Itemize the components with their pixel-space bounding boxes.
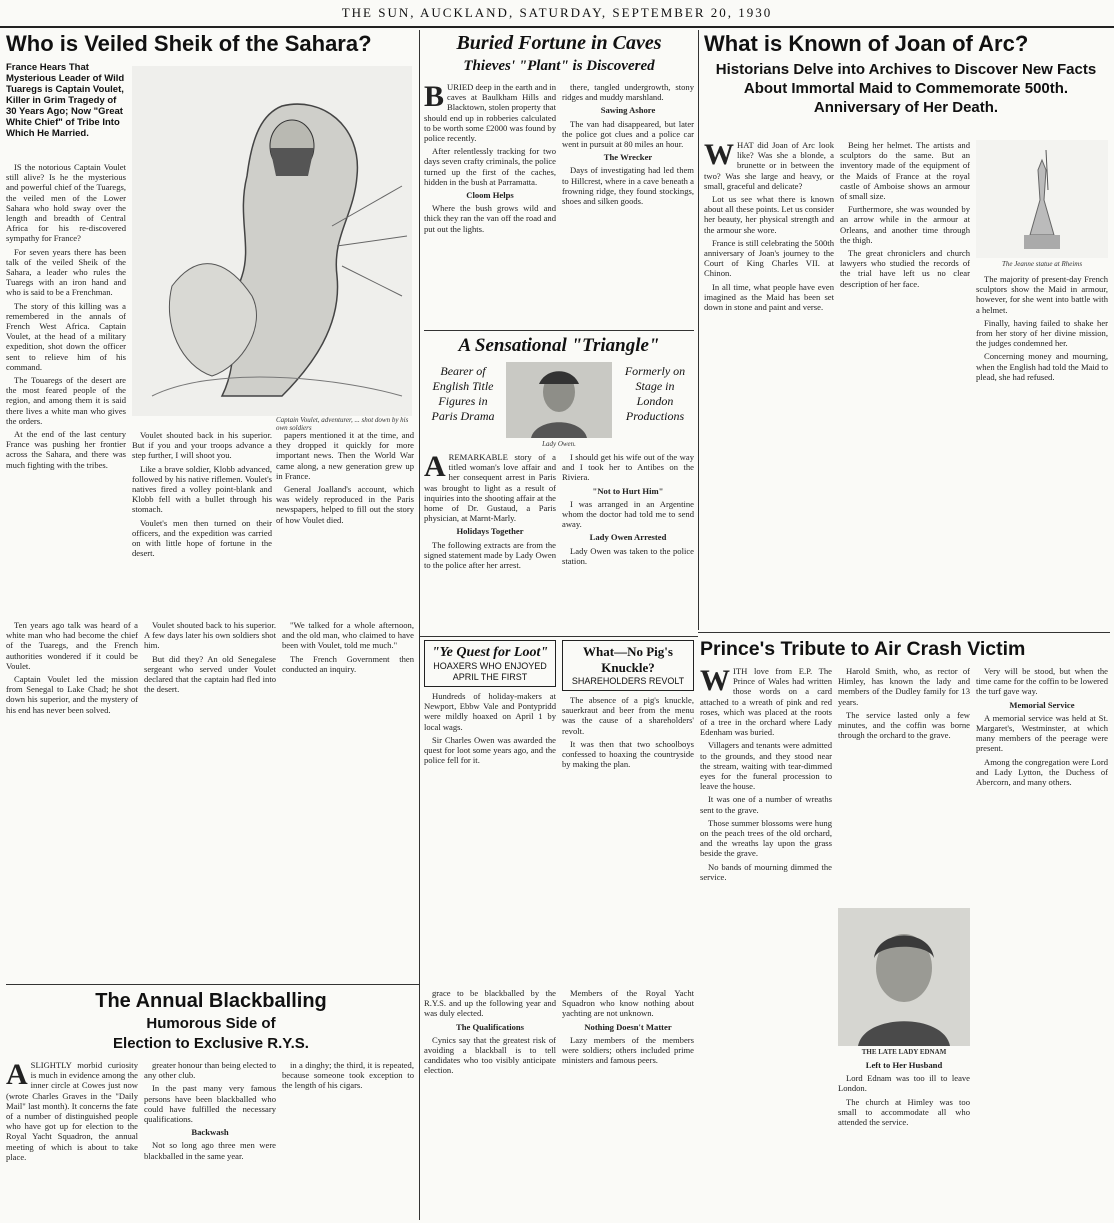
caves-lead: URIED deep in the earth and in caves at Baulkham Hills and Blacktown, stolen property that should end up in robberies calculated to be worth some £2000 was found by police recently. <box>424 82 556 144</box>
prince-headline: Prince's Tribute to Air Crash Victim <box>700 638 1026 660</box>
sheik-col-lower-c: "We talked for a whole afternoon, and the old man, who claimed to have been with Voulet, told me much." The French Government then conducted an inquiry. <box>282 620 414 674</box>
triangle-lead: REMARKABLE story of a titled woman's love affair and her consequent arrest in Paris was brought to light as a result of inquiries into the shooting affair at the home of Dr. Gustaud, a Paris physician, at Marnt-Marly. <box>424 452 556 524</box>
caves-body-right: there, tangled undergrowth, stony ridges and muddy marshland. Sawing Ashore The van had disappeared, but later the police got clues and a police car went in pursuit at 80 miles an hour. The Wrecker Days of investigating had led them to Hillcrest, where in a cave beneath a frowning ridge, they found stockings, shoes and silken goods. <box>562 82 694 207</box>
joan-headline: What is Known of Joan of Arc? <box>704 31 1029 56</box>
blackball-sub3: Nothing Doesn't Matter <box>584 1021 672 1032</box>
caves-dropcap: B <box>424 82 445 113</box>
joan-caption: The Jeanne statue at Rheims <box>1001 260 1083 268</box>
blackball-deck-2: Election to Exclusive R.Y.S. <box>113 1035 309 1052</box>
lady-ednam-portrait <box>838 908 970 1046</box>
caves-headline: Buried Fortune in Caves <box>456 32 662 54</box>
sheik-col3: papers mentioned it at the time, and they dropped it quickly for more important news. Then the World War came along, a new generation grew up in France. General Joalland's account, which was widely reproduced in the Paris newspapers, helped to fill out the story of how Voulet died. <box>276 430 414 525</box>
pig-body: The absence of a pig's knuckle, sauerkraut and beer from the menu was the cause of a shareholders' revolt. It was then that two schoolboys confessed to hoaxing the countryside by making the plan. <box>562 695 694 770</box>
sheik-caption: Captain Voulet, adventurer, ... shot down by his own soldiers <box>276 416 409 432</box>
column-rule-right <box>698 30 699 630</box>
pig-headline: What—No Pig's Knuckle? <box>583 644 673 675</box>
prince-body-mid-2: Left to Her Husband Lord Ednam was too ill to leave London. The church at Himley was too small to accommodate all who attended the service. <box>838 1060 970 1128</box>
lady-ednam-photo <box>838 908 970 1046</box>
sheik-lead: IS the notorious Captain Voulet still alive? Is he the mysterious and powerful chief of the Tuaregs, the veiled men of the Lower Sahara who hold sway over the length and breadth of Central Africa for his re-discovered sympathy for France? For seven years there has been talk of the veiled Sheik of the Sahara, a leader who rules the Tuaregs with an iron hand and who is said to be a Frenchman. The story of this killing was a remembered in the annals of French West Africa. Captain Voulet, at the head of a military expedition, shot down the officer sent to relieve him of his command. The Touaregs of the desert are the most feared people of the region, and among them it is said there lives a white man who gives the orders. At the end of the last century France was pushing her frontier across the Sahara, and there was much fighting with the tribes. <box>6 162 126 470</box>
pig-box <box>562 640 694 691</box>
triangle-sub2: "Not to Hurt Him" <box>592 485 664 496</box>
loot-article <box>424 640 556 980</box>
prince-top-rule <box>698 632 1110 633</box>
prince-lead: ITH love from E.P. The Prince of Wales had written those words on a card attached to a wreath of pink and red roses, which was placed at the roots of a tree in the orchard where Lady Edenham was buried. <box>700 666 832 738</box>
prince-sub2: Memorial Service <box>1009 699 1075 710</box>
prince-body-left: WITH love from E.P. The Prince of Wales had written those words on a card attached to a wreath of pink and red roses, which was placed at the roots of a tree in the orchard where Lady Edenham was buried. Villagers and tenants were admitted to the grounds, and they stood near the stream, waiting with tear-dimmed eyes for the funeral procession to leave the house. It was one of a number of wreaths sent to the grave. Those summer blossoms were hung on the peach trees of the old orchard, and the wreaths lay upon the grass beside the grave. No bands of mourning dimmed the service. <box>700 666 832 882</box>
blackball-headline: The Annual Blackballing <box>95 990 327 1012</box>
blackball-sub1: Backwash <box>191 1127 229 1138</box>
joan-body-left: WHAT did Joan of Arc look like? Was she a blonde, a brunette or in between the two? Was she large and heavy, or small, graceful and delicate? Lot us see what there is known about all these points. Let us consider her beauty, her physical strength and the armour she wore. France is still celebrating the 500th anniversary of Joan's journey to the Court of King Charles VII. at Chinon. In all time, what people have even imagined as the Maid has been set down in stone and paint and verse. <box>704 140 834 313</box>
lady-owen-photo <box>506 362 612 438</box>
blackball-lead: SLIGHTLY morbid curiosity is much in evidence among the inner circle at Cowes just now (wrote Charles Graves in the "Daily Mail" last month). It concerns the fate of a number of distinguished people who have got up for election to the Royal Yacht Squadron, the annual meeting of which is about to take place. <box>6 1060 138 1162</box>
joan-lead: HAT did Joan of Arc look like? Was she a blonde, a brunette or in between the two? Was she large and heavy, or small, graceful and delicate? <box>704 140 834 191</box>
pig-article <box>562 640 694 980</box>
lower-top-rule <box>420 636 698 637</box>
prince-article <box>700 636 1110 1220</box>
loot-box <box>424 640 556 687</box>
sheik-drawing <box>132 66 412 416</box>
loot-headline: "Ye Quest for Loot" <box>431 645 549 660</box>
triangle-right-deck: Formerly on Stage in London Productions <box>624 364 686 423</box>
joan-statue-photo <box>976 140 1108 258</box>
joan-article <box>704 30 1108 630</box>
triangle-article <box>424 334 694 634</box>
loot-body: Hundreds of holiday-makers at Newport, Ebbw Vale and Pontypridd were mildly hoaxed on April 1 by local wags. Sir Charles Owen was awarded the quest for loot some years ago, and the police fell for it. <box>424 691 556 766</box>
caves-body-left: BURIED deep in the earth and in caves at Baulkham Hills and Blacktown, stolen property that should end up in robberies calculated to be worth some £2000 was found by police recently. After relentlessly tracking for two days seven crafty criminals, the police turned up the first of the caches, hidden in the bush at Parramatta. Cloom Helps Where the bush grows wild and thick they ran the van off the road and put out the lights. <box>424 82 556 234</box>
caves-rule <box>424 330 694 331</box>
loot-deck: HOAXERS WHO ENJOYED APRIL THE FIRST <box>433 661 547 682</box>
triangle-sub1: Holidays Together <box>456 526 524 537</box>
sheik-col2-text: Voulet shouted back in his superior. But if you and your troops advance a step further, I will shoot you. <box>132 430 272 461</box>
caves-sub3: The Wrecker <box>603 152 653 163</box>
caves-article <box>424 30 694 330</box>
joan-body-mid: Being her helmet. The artists and sculptors do the same. But an inventory made of the equipment of the Maids of France at the royal castle of Amboise shows an armour of small size. Furthermore, she was wounded by an arrow while in the armour at Orleans, and another time through the thigh. The great chroniclers and church lawyers who studied the records of the trial have left us no clear description of her face. <box>840 140 970 289</box>
triangle-headline: A Sensational "Triangle" <box>458 335 660 356</box>
triangle-body-left: AREMARKABLE story of a titled woman's love affair and her consequent arrest in Paris was brought to light as a result of inquiries into the shooting affair at the home of Dr. Gustaud, a Paris physician, at Marnt-Marly. Holidays Together The following extracts are from the signed statement made by Lady Owen to the police after her arrest. <box>424 452 556 571</box>
lady-owen-portrait <box>506 362 612 438</box>
prince-body-right: Very will be stood, but when the time came for the coffin to be lowered the turf gave way. Memorial Service A memorial service was held at St. Margaret's, Westminster, at which many members of the peerage were present. Among the congregation were Lord and Lady Lytton, the Duchess of Abercorn, and many others. <box>976 666 1108 788</box>
triangle-left-deck: Bearer of English Title Figures in Paris Drama <box>431 364 495 423</box>
blackball-top-rule <box>6 984 420 985</box>
blackball-body-2: greater honour than being elected to any other club. In the past many very famous persons have been blackballed who could have fulfilled the necessary qualifications. Backwash Not so long ago three men were blackballed in the same year. <box>144 1060 276 1161</box>
sheik-illustration <box>132 66 412 416</box>
prince-body-mid: Harold Smith, who, as rector of Himley, has known the lady and members of the Dudley family for 13 years. The service lasted only a few minutes, and the coffin was borne through the orchard to the grave. <box>838 666 970 741</box>
blackball-body-4: grace to be blackballed by the R.Y.S. and up the following year and was duly elected. The Qualifications Cynics say that the greatest risk of avoiding a blackball is to tell candidates who too visibly anticipate election. <box>424 988 556 1076</box>
joan-dropcap: W <box>704 140 734 171</box>
sheik-article <box>6 30 414 620</box>
blackball-article <box>6 988 694 1220</box>
prince-caption: THE LATE LADY EDNAM <box>861 1048 947 1056</box>
blackball-body-3: in a dinghy; the third, it is repeated, because someone took exception to the length of his cigars. <box>282 1060 414 1091</box>
triangle-dropcap: A <box>424 452 446 483</box>
prince-dropcap: W <box>700 666 730 697</box>
blackball-body-5: Members of the Royal Yacht Squadron who know nothing about yachting are not unknown. Nothing Doesn't Matter Lazy members of the members were soldiers; others included prime ministers and famous peers. <box>562 988 694 1066</box>
joan-body-right: The majority of present-day French sculptors show the Maid in armour, however, for she went into battle with a helmet. Finally, having failed to shake her from her story of her divine mission, the judges condemned her. Concerning money and mourning, when the English had told the Maid to plead, she had refused. <box>976 274 1108 382</box>
triangle-sub3: Lady Owen Arrested <box>589 532 667 543</box>
triangle-body-right: I should get his wife out of the way and I took her to Antibes on the Riviera. "Not to Hurt Him" I was arranged in an Argentine whom the doctor had told me to send away. Lady Owen Arrested Lady Owen was taken to the police station. <box>562 452 694 566</box>
pig-deck: SHAREHOLDERS REVOLT <box>571 676 685 686</box>
sheik-col-lower-b: Voulet shouted back to his superior. A few days later his own soldiers shot him. But did they? An old Senegalese sergeant who served under Voulet declared that the captain had fled into the desert. <box>144 620 276 695</box>
caves-sub2: Sawing Ashore <box>600 105 656 116</box>
joan-deck: Historians Delve into Archives to Discover New Facts About Immortal Maid to Commemorate 500th. Anniversary of Her Death. <box>715 61 1097 116</box>
prince-sub1: Left to Her Husband <box>865 1060 943 1070</box>
caves-subhead: Thieves' "Plant" is Discovered <box>463 58 655 74</box>
joan-statue-image <box>976 140 1108 258</box>
masthead: THE SUN, AUCKLAND, SATURDAY, SEPTEMBER 20, 1930 <box>0 0 1114 28</box>
blackball-deck-1: Humorous Side of <box>146 1015 276 1032</box>
sheik-lead-text: IS the notorious Captain Voulet still alive? Is he the mysterious and powerful chief of the Tuaregs, the veiled men of the Lower Sahara who hold sway over the length and breadth of Central Africa for his re-discovered sympathy for France? <box>6 162 126 244</box>
sheik-col2: Voulet shouted back in his superior. But if you and your troops advance a step further, I will shoot you. Like a brave soldier, Klobb advanced, followed by his native riflemen. Voulet's natives fired a volley point-blank and Klobb fell with a bullet through his stomach. Voulet's men then turned on their officers, and the expedition was carried on with little hope of fortune in the desert. <box>132 430 272 559</box>
caves-sub1: Cloom Helps <box>466 190 514 201</box>
blackball-sub2: The Qualifications <box>455 1021 525 1032</box>
sheik-deck: France Hears That Mysterious Leader of Wild Tuaregs is Captain Voulet, Killer in Grim Tragedy of 30 Years Ago; Now "Great White Chief" of Tribe Into Which He Married. <box>6 62 125 139</box>
triangle-caption: Lady Owen. <box>542 440 576 448</box>
sheik-headline: Who is Veiled Sheik of the Sahara? <box>6 31 372 56</box>
blackball-dropcap: A <box>6 1060 28 1091</box>
blackball-body-1 <box>6 1060 138 1218</box>
sheik-col-lower-a: Ten years ago talk was heard of a white man who had become the chief of the Tuaregs, and the French authorities wondered if it could be Voulet. Captain Voulet led the mission from Senegal to Lake Chad; he shot down his superior, and the mystery of his end has never been solved. <box>6 620 138 715</box>
